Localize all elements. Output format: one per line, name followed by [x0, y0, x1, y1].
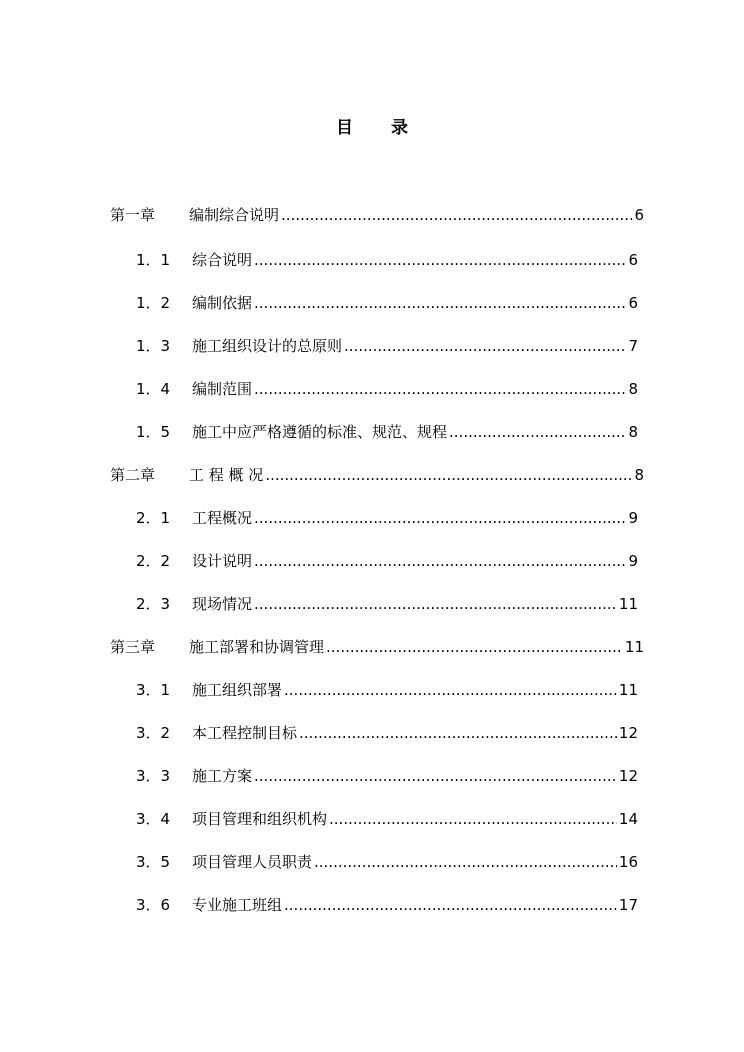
toc-entry-page-number: 6 — [628, 251, 638, 269]
toc-chapter-entry[interactable] — [110, 637, 644, 657]
toc-entry-page-number: 11 — [618, 595, 638, 613]
toc-entry-page-number: 11 — [624, 638, 644, 656]
toc-entry-page-number: 8 — [628, 380, 638, 398]
toc-entry-page-number: 8 — [628, 423, 638, 441]
dot-leader — [254, 594, 617, 614]
toc-entry-number: 第一章 — [110, 206, 156, 224]
toc-section-entry[interactable] — [136, 336, 638, 356]
toc-section-entry[interactable] — [136, 680, 638, 700]
toc-section-entry[interactable] — [136, 594, 638, 614]
toc-entry-number: 1．4 — [136, 380, 171, 398]
toc-entry-label: 项目管理和组织机构 — [192, 810, 328, 828]
toc-entry-page-number: 17 — [618, 896, 638, 914]
dot-leader — [254, 551, 626, 571]
toc-entry-page-number: 6 — [628, 294, 638, 312]
toc-entry-number: 第二章 — [110, 466, 156, 484]
toc-entry-page-number: 12 — [618, 724, 638, 742]
toc-section-entry[interactable] — [136, 551, 638, 571]
toc-entry-number: 2．3 — [136, 595, 171, 613]
toc-entry-label: 现场情况 — [192, 595, 253, 613]
toc-entry-number: 3．1 — [136, 681, 171, 699]
toc-entry-number: 3．3 — [136, 767, 171, 785]
dot-leader — [299, 723, 617, 743]
toc-entry-page-number: 11 — [618, 681, 638, 699]
dot-leader — [254, 250, 626, 270]
toc-entry-label: 本工程控制目标 — [192, 724, 298, 742]
toc-title — [0, 113, 744, 138]
dot-leader — [344, 336, 626, 356]
toc-entry-page-number: 9 — [628, 509, 638, 527]
toc-entry-page-number: 9 — [628, 552, 638, 570]
toc-entry-label: 综合说明 — [192, 251, 253, 269]
toc-entry-label: 设计说明 — [192, 552, 253, 570]
dot-leader — [265, 465, 632, 485]
toc-section-entry[interactable] — [136, 293, 638, 313]
dot-leader — [284, 895, 617, 915]
toc-entry-label: 专业施工班组 — [192, 896, 283, 914]
toc-title-char-1: 目 — [336, 118, 353, 138]
toc-section-entry[interactable] — [136, 379, 638, 399]
toc-entry-label: 施工组织部署 — [192, 681, 283, 699]
toc-chapter-entry[interactable] — [110, 465, 644, 485]
toc-entry-page-number: 16 — [618, 853, 638, 871]
toc-section-entry[interactable] — [136, 723, 638, 743]
toc-section-entry[interactable] — [136, 809, 638, 829]
toc-entry-label: 编制综合说明 — [189, 206, 280, 224]
dot-leader — [281, 205, 632, 225]
toc-entry-label: 项目管理人员职责 — [192, 853, 313, 871]
dot-leader — [254, 293, 626, 313]
dot-leader — [329, 809, 617, 829]
dot-leader — [254, 379, 626, 399]
toc-entry-label: 施工中应严格遵循的标准、规范、规程 — [192, 423, 448, 441]
toc-entry-number: 3．4 — [136, 810, 171, 828]
toc-entry-label: 工程概况 — [192, 509, 253, 527]
toc-section-entry[interactable] — [136, 766, 638, 786]
toc-section-entry[interactable] — [136, 508, 638, 528]
toc-entry-label: 工 程 概 况 — [189, 466, 264, 484]
toc-section-entry[interactable] — [136, 852, 638, 872]
toc-section-entry[interactable] — [136, 422, 638, 442]
toc-entry-page-number: 6 — [634, 206, 644, 224]
toc-entry-label: 编制依据 — [192, 294, 253, 312]
toc-entry-number: 3．2 — [136, 724, 171, 742]
toc-entry-number: 1．1 — [136, 251, 171, 269]
dot-leader — [254, 508, 626, 528]
dot-leader — [314, 852, 617, 872]
toc-entry-number: 1．3 — [136, 337, 171, 355]
dot-leader — [254, 766, 617, 786]
toc-entry-page-number: 7 — [628, 337, 638, 355]
toc-entry-label: 编制范围 — [192, 380, 253, 398]
dot-leader — [449, 422, 626, 442]
toc-entry-label: 施工部署和协调管理 — [189, 638, 325, 656]
dot-leader — [326, 637, 623, 657]
toc-entry-number: 1．2 — [136, 294, 171, 312]
toc-section-entry[interactable] — [136, 250, 638, 270]
toc-entry-number: 1．5 — [136, 423, 171, 441]
toc-entry-number: 3．5 — [136, 853, 171, 871]
toc-entry-number: 3．6 — [136, 896, 171, 914]
toc-title-char-2: 录 — [391, 118, 408, 138]
toc-entry-label: 施工组织设计的总原则 — [192, 337, 343, 355]
toc-entry-number: 2．1 — [136, 509, 171, 527]
dot-leader — [284, 680, 617, 700]
toc-entry-page-number: 12 — [618, 767, 638, 785]
toc-entry-number: 第三章 — [110, 638, 156, 656]
toc-entry-number: 2．2 — [136, 552, 171, 570]
toc-section-entry[interactable] — [136, 895, 638, 915]
toc-entry-label: 施工方案 — [192, 767, 253, 785]
toc-entry-page-number: 8 — [634, 466, 644, 484]
toc-entry-page-number: 14 — [618, 810, 638, 828]
toc-chapter-entry[interactable] — [110, 205, 644, 225]
